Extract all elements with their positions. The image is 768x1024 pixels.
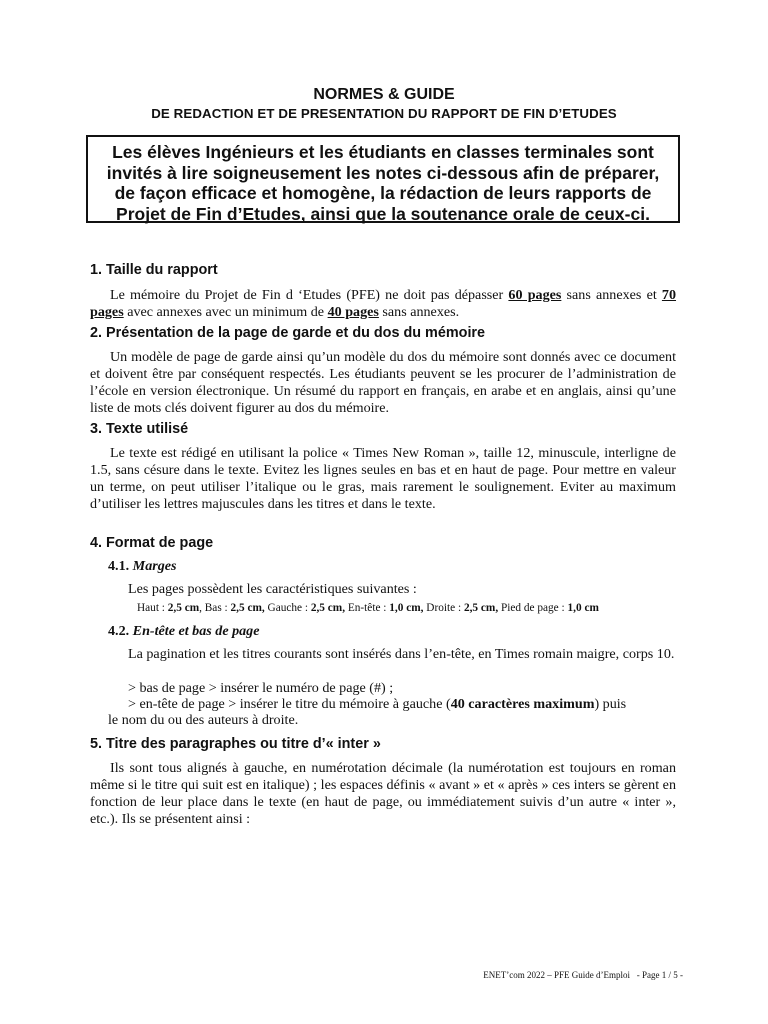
footer-text: ENET’com 2022 – PFE Guide d’Emploi [483,970,630,980]
section-2-text: Un modèle de page de garde ainsi qu’un modèle du dos du mémoire sont donnés avec ce document et doivent être par conséquent respectés. Les étudiants peuvent se les procurer de l’administration de l’école en version électronique. Un résumé du rapport en français, en arabe et en anglais, ainsi qu’une liste de mots clés doivent figurer au dos du mémoire. [90,349,676,416]
section-3-text: Le texte est rédigé en utilisant la police « Times New Roman », taille 12, minuscule, interligne de 1.5, sans césure dans le texte. Evitez les lignes seules en bas et en haut de page. Pour mettre en valeur un terme, on peut utiliser l’italique ou le gras, mais rarement le soulignement. Eviter au maximum d’utiliser les lettres majuscules dans les titres et dans le texte. [90,445,676,512]
margin-top-value: 2,5 cm [167,602,200,614]
margin-header-label: En-tête : [345,602,390,614]
section-1-text-b: sans annexes et [561,287,662,303]
section-1-paragraph [90,287,676,321]
section-2-heading: 2. Présentation de la page de garde et du dos du mémoire [90,325,486,341]
section-4-heading: 4. Format de page [90,535,214,551]
section-1-text-d: sans annexes. [378,304,460,320]
section-5-paragraph [90,760,676,828]
margin-bottom-value: 2,5 cm, [230,602,265,614]
margin-header-value: 1,0 cm, [389,602,424,614]
section-2-paragraph [90,349,676,417]
subsection-4-2-heading [108,623,260,640]
intro-notice-box [86,135,680,223]
section-3-heading: 3. Texte utilisé [90,421,189,437]
header-instruction-continuation: le nom du ou des auteurs à droite. [108,712,299,728]
intro-line-1: Les élèves Ingénieurs et les étudiants en classes terminales sont [112,142,654,162]
section-5-text: Ils sont tous alignés à gauche, en numérotation décimale (la numérotation est toujours en roman même si le titre qui suit est en italique) ; les espaces définis « avant » et « après » ces inters se gèrent en fonction de leur place dans le texte (en haut de page, ou immédiatement suivis d’un autre « inter », etc.). Ils se présentent ainsi : [90,760,676,827]
header-instruction-a: > en-tête de page > insérer le titre du mémoire à gauche ( [128,696,451,712]
section-1-min-pages: 40 pages [327,304,379,320]
margin-right-label: Droite : [423,602,464,614]
pagination-text: La pagination et les titres courants sont insérés dans l’en-tête, en Times romain maigre, corps 10. [128,646,675,662]
margins-values-line [137,602,599,614]
margins-intro: Les pages possèdent les caractéristiques suivantes : [128,581,417,597]
pagination-paragraph [108,646,676,663]
intro-line-4: Projet de Fin d’Etudes, ainsi que la soutenance orale de ceux-ci. [116,203,650,224]
subsection-4-1-number: 4.1. [108,558,130,574]
section-1-text-a: Le mémoire du Projet de Fin d ‘Etudes (PFE) ne doit pas dépasser [110,287,509,303]
margin-bottom-label: , Bas : [199,602,231,614]
section-3-paragraph [90,445,676,513]
intro-line-2: invités à lire soigneusement les notes ci-dessous afin de préparer, [106,162,660,183]
section-5-heading: 5. Titre des paragraphes ou titre d’« inter » [90,736,381,752]
header-instruction-c: ) puis [594,696,627,712]
section-1-heading: 1. Taille du rapport [90,262,218,278]
document-subtitle: DE REDACTION ET DE PRESENTATION DU RAPPORT DE FIN D’ETUDES [151,106,617,121]
document-title: NORMES & GUIDE [313,86,455,103]
margin-right-value: 2,5 cm, [463,602,499,614]
section-1-max-pages: 60 pages [508,287,562,303]
subsection-4-1-heading [108,558,177,575]
section-1-text-c: avec annexes avec un minimum de [123,304,328,320]
subsection-4-2-title: En-tête et bas de page [132,623,260,639]
subsection-4-2-number: 4.2. [108,623,130,639]
margin-footer-label: Pied de page : [498,602,568,614]
footer-instruction-line: > bas de page > insérer le numéro de page (#) ; [128,680,394,696]
margin-left-value: 2,5 cm, [310,602,346,614]
margin-footer-value: 1,0 cm [567,602,599,614]
intro-line-3: de façon efficace et homogène, la rédaction de leurs rapports de [114,183,652,204]
margin-left-label: Gauche : [264,602,311,614]
subsection-4-1-title: Marges [132,558,177,574]
section-1-max-pages-annex: 70 pages [90,287,677,320]
margin-top-label: Haut : [137,602,168,614]
header-instruction-line [128,696,626,713]
footer-page-number: - Page 1 / 5 - [636,970,683,980]
page-footer [483,970,683,980]
header-instruction-max: 40 caractères maximum [450,696,595,712]
